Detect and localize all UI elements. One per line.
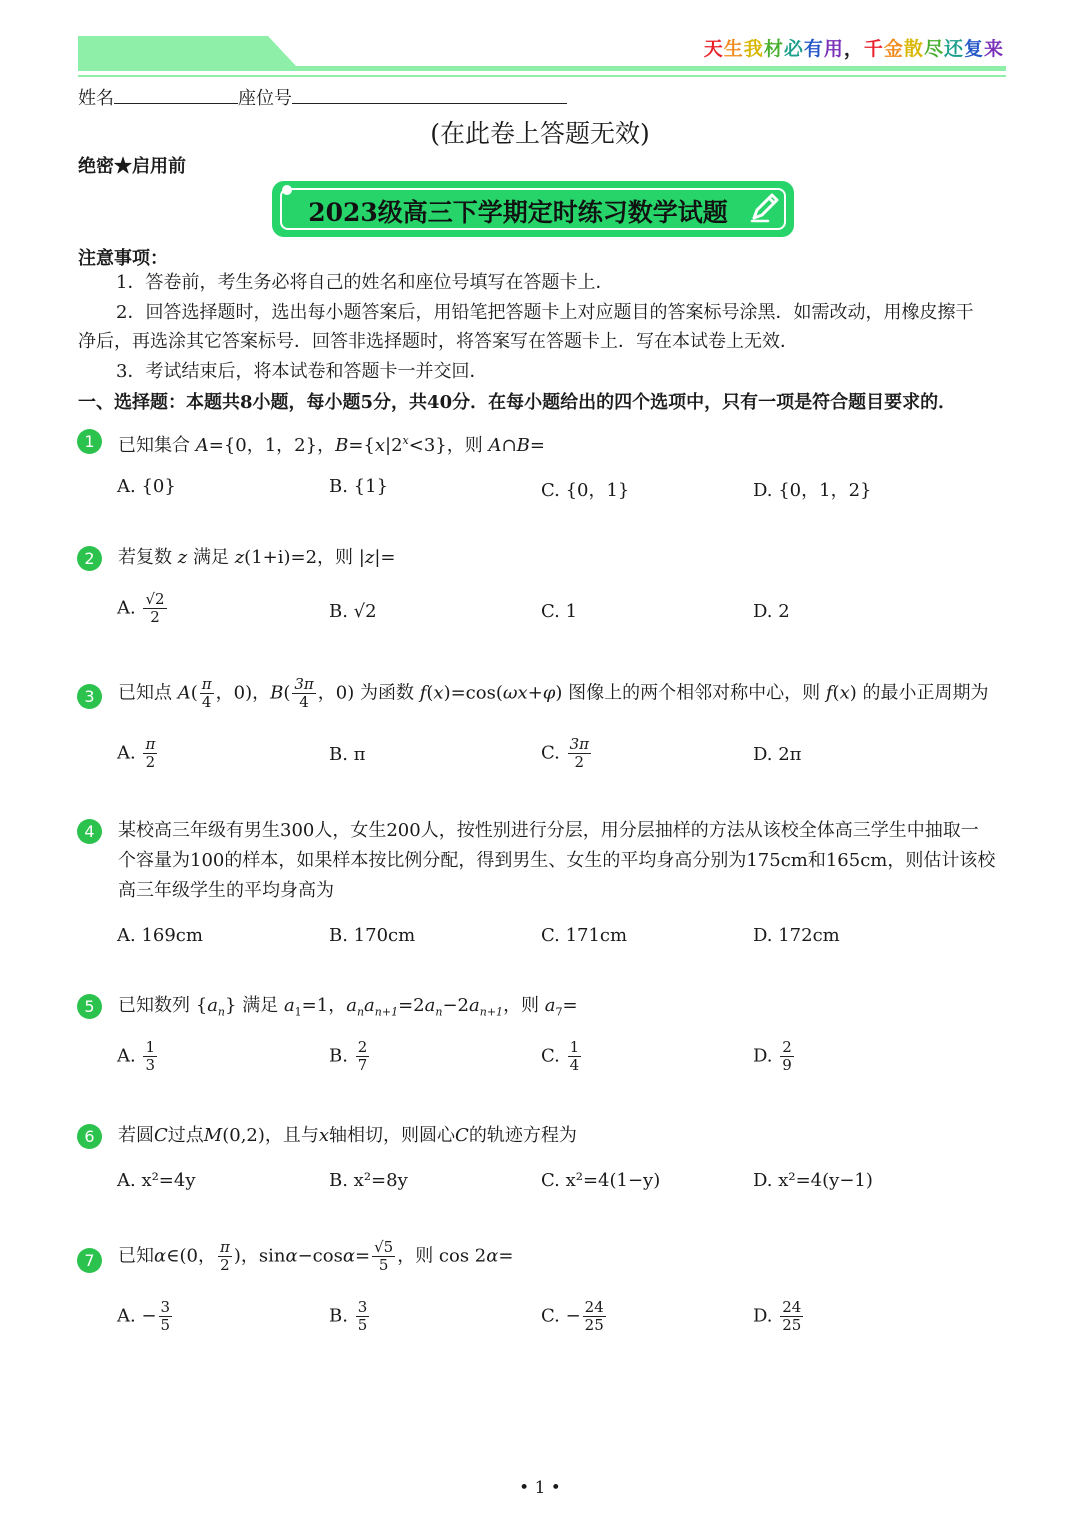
q4-option-a: A. 169cm bbox=[117, 925, 203, 946]
denominator: 25 bbox=[782, 1316, 802, 1334]
numerator: √5 bbox=[374, 1238, 394, 1256]
q5-part: } 满足 bbox=[225, 995, 279, 1016]
fraction bbox=[356, 1300, 370, 1333]
q2-option-a bbox=[117, 592, 169, 625]
q3-var-b: B bbox=[270, 682, 284, 704]
q3-func: f bbox=[825, 682, 833, 704]
q7-part: ，则 cos 2 bbox=[397, 1245, 487, 1267]
header-slogan bbox=[704, 34, 1004, 61]
q1-part: ={ bbox=[348, 435, 375, 456]
q1-intersection: A∩B bbox=[488, 435, 530, 456]
numerator: π bbox=[145, 735, 156, 753]
q5-part: =2 bbox=[398, 995, 425, 1016]
q7-option-b-label: B. bbox=[329, 1305, 348, 1327]
q1-var-b: B bbox=[335, 435, 349, 456]
seat-label: 座位号 bbox=[238, 88, 292, 109]
q3-option-d: D. 2π bbox=[753, 744, 802, 765]
denominator: 5 bbox=[357, 1316, 368, 1334]
q5-var-a: a bbox=[207, 995, 218, 1016]
name-blank bbox=[114, 85, 238, 104]
question-7-text bbox=[118, 1240, 514, 1273]
numerator: 2 bbox=[357, 1038, 368, 1056]
fraction bbox=[568, 1040, 582, 1073]
q5-var-a: a bbox=[283, 995, 295, 1016]
q2-part: (1+i)=2，则 | bbox=[244, 547, 365, 568]
q5-option-a-label: A. bbox=[117, 1045, 136, 1067]
q5-part: = bbox=[562, 995, 578, 1016]
question-number-7: 7 bbox=[77, 1248, 102, 1273]
question-2-text bbox=[118, 543, 395, 573]
q6-part: 的轨迹方程为 bbox=[468, 1125, 577, 1146]
q3-option-b: B. π bbox=[329, 744, 366, 765]
q2-option-c: C. 1 bbox=[541, 601, 578, 622]
denominator: 2 bbox=[574, 753, 585, 771]
slogan-char: 还 bbox=[943, 38, 964, 60]
q6-var-x: x bbox=[318, 1125, 330, 1146]
q1-part: 已知集合 bbox=[118, 435, 190, 456]
slogan-char: 金 bbox=[883, 38, 904, 60]
q5-subscript: n+1 bbox=[479, 1005, 504, 1019]
q4-option-b: B. 170cm bbox=[329, 925, 416, 946]
fraction bbox=[568, 737, 591, 770]
q7-option-d-label: D. bbox=[753, 1305, 773, 1327]
q7-part: )，sin bbox=[233, 1245, 286, 1267]
q6-var-c: C bbox=[455, 1125, 469, 1146]
q1-option-a: A. {0} bbox=[117, 476, 176, 497]
q5-var-a: a bbox=[346, 995, 357, 1016]
q2-option-b: B. √2 bbox=[329, 601, 377, 622]
slogan-char: 有 bbox=[803, 38, 824, 60]
q2-part: |= bbox=[374, 547, 396, 568]
slogan-char: 复 bbox=[963, 38, 984, 60]
denominator: 9 bbox=[782, 1056, 792, 1074]
q6-option-b: B. x²=8y bbox=[329, 1170, 408, 1191]
q4-option-c: C. 171cm bbox=[541, 925, 628, 946]
q6-part: 过点 bbox=[167, 1125, 204, 1146]
slogan-char: 我 bbox=[743, 38, 764, 60]
q3-part: ，0) 为函数 bbox=[317, 682, 414, 704]
q3-part: ) 的最小正周期为 bbox=[849, 682, 989, 704]
q5-option-b-label: B. bbox=[329, 1045, 348, 1067]
q5-part: =1， bbox=[301, 995, 347, 1016]
question-4-line-3: 高三年级学生的平均身高为 bbox=[118, 880, 334, 901]
numerator: π bbox=[201, 675, 212, 693]
seat-blank bbox=[292, 85, 567, 104]
slogan-char: 材 bbox=[763, 38, 784, 60]
q3-option-a-label: A. bbox=[117, 742, 136, 764]
q3-omega: ωx+φ bbox=[502, 682, 556, 704]
numerator: 24 bbox=[782, 1298, 802, 1316]
q6-part: (0,2)，且与 bbox=[222, 1125, 319, 1146]
numerator: 3 bbox=[160, 1298, 171, 1316]
fraction bbox=[356, 1040, 370, 1073]
q5-var-a: a bbox=[364, 995, 375, 1016]
question-4-line-2: 个容量为100的样本，如果样本按比例分配，得到男生、女生的平均身高分别为175cm和165cm，则估计该校 bbox=[118, 850, 996, 871]
question-number-2: 2 bbox=[77, 546, 102, 571]
q6-part: 轴相切，则圆心 bbox=[329, 1125, 456, 1146]
denominator: 2 bbox=[220, 1256, 230, 1274]
q5-var-a: a bbox=[544, 995, 556, 1016]
q3-part: ) 图像上的两个相邻对称中心，则 bbox=[555, 682, 821, 704]
denominator: 5 bbox=[378, 1256, 389, 1274]
exam-title-box bbox=[272, 181, 794, 237]
q3-part: ( bbox=[832, 682, 840, 704]
q7-alpha: α bbox=[342, 1245, 355, 1267]
q2-part: 若复数 bbox=[118, 547, 172, 568]
slogan-char: ， bbox=[843, 38, 864, 60]
q1-option-d: D. {0，1，2} bbox=[753, 480, 872, 501]
q1-option-c: C. {0，1} bbox=[541, 480, 630, 501]
q2-var-z: z bbox=[234, 547, 245, 568]
notice-title: 注意事项： bbox=[78, 248, 168, 269]
q5-option-d bbox=[753, 1040, 796, 1073]
q3-part: 已知点 bbox=[118, 682, 172, 704]
notice-item-1: 1．答卷前，考生务必将自己的姓名和座位号填写在答题卡上． bbox=[116, 272, 614, 293]
pencil-icon bbox=[748, 190, 782, 224]
fraction bbox=[292, 677, 315, 710]
q5-subscript: 7 bbox=[555, 1005, 563, 1019]
q5-option-c bbox=[541, 1040, 583, 1073]
slogan-char: 用 bbox=[823, 38, 844, 60]
q7-part: ∈(0， bbox=[166, 1245, 216, 1267]
q6-var-m: M bbox=[203, 1125, 223, 1146]
question-3-text: 已知点 A( $\frac{\pi}{4}$ ，0)，B( $\frac{3\pi}{4}$ ，0) 为函数 f(x)=cos(ωx+φ) 图像上的两个相邻对称中心，则 f(x) 的最小正周期为 bbox=[118, 675, 989, 711]
numerator: 2 bbox=[782, 1038, 792, 1056]
q1-option-b: B. {1} bbox=[329, 476, 389, 497]
fraction bbox=[143, 1040, 157, 1073]
q3-part: )=cos( bbox=[443, 682, 503, 704]
q1-var-a: A bbox=[195, 435, 209, 456]
question-number-3: 3 bbox=[77, 684, 102, 709]
fraction bbox=[780, 1300, 803, 1333]
slogan-char: 来 bbox=[983, 38, 1004, 60]
question-number-5: 5 bbox=[77, 994, 102, 1019]
denominator: 2 bbox=[145, 753, 156, 771]
q5-option-b bbox=[329, 1040, 371, 1073]
q7-option-c-label: C. − bbox=[541, 1305, 581, 1327]
slogan-char: 散 bbox=[903, 38, 924, 60]
q3-part: ( bbox=[426, 682, 434, 704]
numerator: √2 bbox=[145, 590, 165, 608]
q5-part: ，则 bbox=[503, 995, 540, 1016]
question-number-1: 1 bbox=[77, 429, 102, 454]
question-6-text bbox=[118, 1121, 577, 1151]
header-rule-thick bbox=[78, 66, 1006, 71]
q7-part: −cos bbox=[297, 1245, 343, 1267]
q3-var-a: A bbox=[177, 682, 191, 704]
denominator: 25 bbox=[584, 1316, 604, 1334]
q3-part: ，0)， bbox=[215, 682, 271, 704]
q7-option-d bbox=[753, 1300, 805, 1333]
exam-title: 2023级高三下学期定时练习数学试题 bbox=[308, 198, 728, 227]
q1-exponent: x bbox=[402, 434, 409, 447]
denominator: 4 bbox=[201, 693, 212, 711]
q2-option-d: D. 2 bbox=[753, 601, 790, 622]
denominator: 2 bbox=[150, 608, 160, 626]
q7-alpha: α bbox=[285, 1245, 298, 1267]
q7-option-c bbox=[541, 1300, 608, 1333]
q5-subscript: n bbox=[435, 1005, 443, 1019]
denominator: 4 bbox=[569, 1056, 580, 1074]
notice-item-3: 3．考试结束后，将本试卷和答题卡一并交回． bbox=[116, 361, 488, 382]
q3-var-x: x bbox=[433, 682, 444, 704]
q1-part: ={0，1，2}， bbox=[208, 435, 336, 456]
q2-part: 满足 bbox=[192, 547, 229, 568]
q5-subscript: 1 bbox=[294, 1005, 302, 1019]
q3-option-a bbox=[117, 737, 159, 770]
numerator: 1 bbox=[569, 1038, 580, 1056]
numerator: 24 bbox=[584, 1298, 604, 1316]
slogan-char: 尽 bbox=[923, 38, 944, 60]
q7-part: = bbox=[355, 1245, 371, 1267]
q3-func: f bbox=[419, 682, 427, 704]
q5-var-a: a bbox=[469, 995, 480, 1016]
numerator: 3π bbox=[569, 735, 589, 753]
q1-part: |2 bbox=[385, 435, 403, 456]
header-rule-thin bbox=[78, 75, 1006, 77]
denominator: 5 bbox=[160, 1316, 171, 1334]
q6-part: 若圆 bbox=[118, 1125, 154, 1146]
question-number-6: 6 bbox=[77, 1124, 102, 1149]
fraction bbox=[143, 737, 157, 770]
q7-option-a bbox=[117, 1300, 174, 1333]
page-number: • 1 • bbox=[519, 1478, 561, 1498]
fraction bbox=[583, 1300, 606, 1333]
q2-var-z: z bbox=[177, 547, 188, 568]
q5-part: 已知数列 { bbox=[118, 995, 208, 1016]
section-heading: 一、选择题：本题共8小题，每小题5分，共40分．在每小题给出的四个选项中，只有一项是符合题目要求的． bbox=[78, 392, 957, 413]
q4-option-d: D. 172cm bbox=[753, 925, 840, 946]
q3-option-c bbox=[541, 737, 593, 770]
q6-option-d: D. x²=4(y−1) bbox=[753, 1170, 873, 1191]
slogan-char: 天 bbox=[703, 38, 724, 60]
numerator: 1 bbox=[145, 1038, 156, 1056]
q7-alpha: α bbox=[486, 1245, 499, 1267]
q7-option-a-label: A. − bbox=[117, 1305, 157, 1327]
q3-option-c-label: C. bbox=[541, 742, 560, 764]
numerator: 3 bbox=[357, 1298, 368, 1316]
name-label: 姓名 bbox=[78, 88, 114, 109]
q7-option-b bbox=[329, 1300, 371, 1333]
q6-option-c: C. x²=4(1−y) bbox=[541, 1170, 661, 1191]
q5-subscript: n+1 bbox=[374, 1005, 399, 1019]
secret-label: 绝密★启用前 bbox=[78, 156, 186, 177]
denominator: 7 bbox=[357, 1056, 368, 1074]
fraction bbox=[159, 1300, 173, 1333]
numerator: π bbox=[219, 1238, 230, 1256]
slogan-char: 必 bbox=[783, 38, 804, 60]
q7-part: = bbox=[498, 1245, 514, 1267]
q2-var-z: z bbox=[364, 547, 375, 568]
q5-subscript: n bbox=[217, 1005, 226, 1019]
fraction bbox=[218, 1240, 232, 1273]
question-number-4: 4 bbox=[77, 819, 102, 844]
q5-var-a: a bbox=[424, 995, 436, 1016]
q5-subscript: n bbox=[356, 1005, 365, 1019]
denominator: 4 bbox=[299, 693, 309, 711]
q2-option-a-label: A. bbox=[117, 597, 136, 619]
q6-var-c: C bbox=[154, 1125, 168, 1146]
name-seat-row bbox=[78, 84, 567, 110]
q6-option-a: A. x²=4y bbox=[117, 1170, 196, 1191]
notice-item-2a: 2．回答选择题时，选出每小题答案后，用铅笔把答题卡上对应题目的答案标号涂黑．如需改动，用橡皮擦干 bbox=[116, 302, 974, 323]
fraction bbox=[143, 592, 166, 625]
q1-part: = bbox=[529, 435, 545, 456]
q5-option-d-label: D. bbox=[753, 1045, 773, 1067]
fraction bbox=[372, 1240, 395, 1273]
q5-option-c-label: C. bbox=[541, 1045, 560, 1067]
fraction bbox=[780, 1040, 794, 1073]
slogan-char: 千 bbox=[863, 38, 884, 60]
q7-alpha: α bbox=[154, 1245, 167, 1267]
q3-var-x: x bbox=[839, 682, 850, 704]
question-5-text bbox=[118, 991, 578, 1028]
notice-item-2b: 净后，再选涂其它答案标号．回答非选择题时，将答案写在答题卡上．写在本试卷上无效． bbox=[78, 331, 798, 352]
question-4-line-1: 某校高三年级有男生300人，女生200人，按性别进行分层，用分层抽样的方法从该校全体高三学生中抽取一 bbox=[118, 820, 979, 841]
q5-option-a bbox=[117, 1040, 159, 1073]
q5-part: −2 bbox=[442, 995, 470, 1016]
q1-part: <3}，则 bbox=[408, 435, 483, 456]
q7-part: 已知 bbox=[118, 1245, 154, 1267]
fraction bbox=[200, 677, 214, 710]
question-1-text bbox=[118, 426, 545, 461]
denominator: 3 bbox=[145, 1056, 156, 1074]
numerator: 3π bbox=[294, 675, 314, 693]
invalid-note: (在此卷上答题无效) bbox=[430, 119, 650, 148]
slogan-char: 生 bbox=[723, 38, 744, 60]
q1-var-x: x bbox=[374, 435, 386, 456]
